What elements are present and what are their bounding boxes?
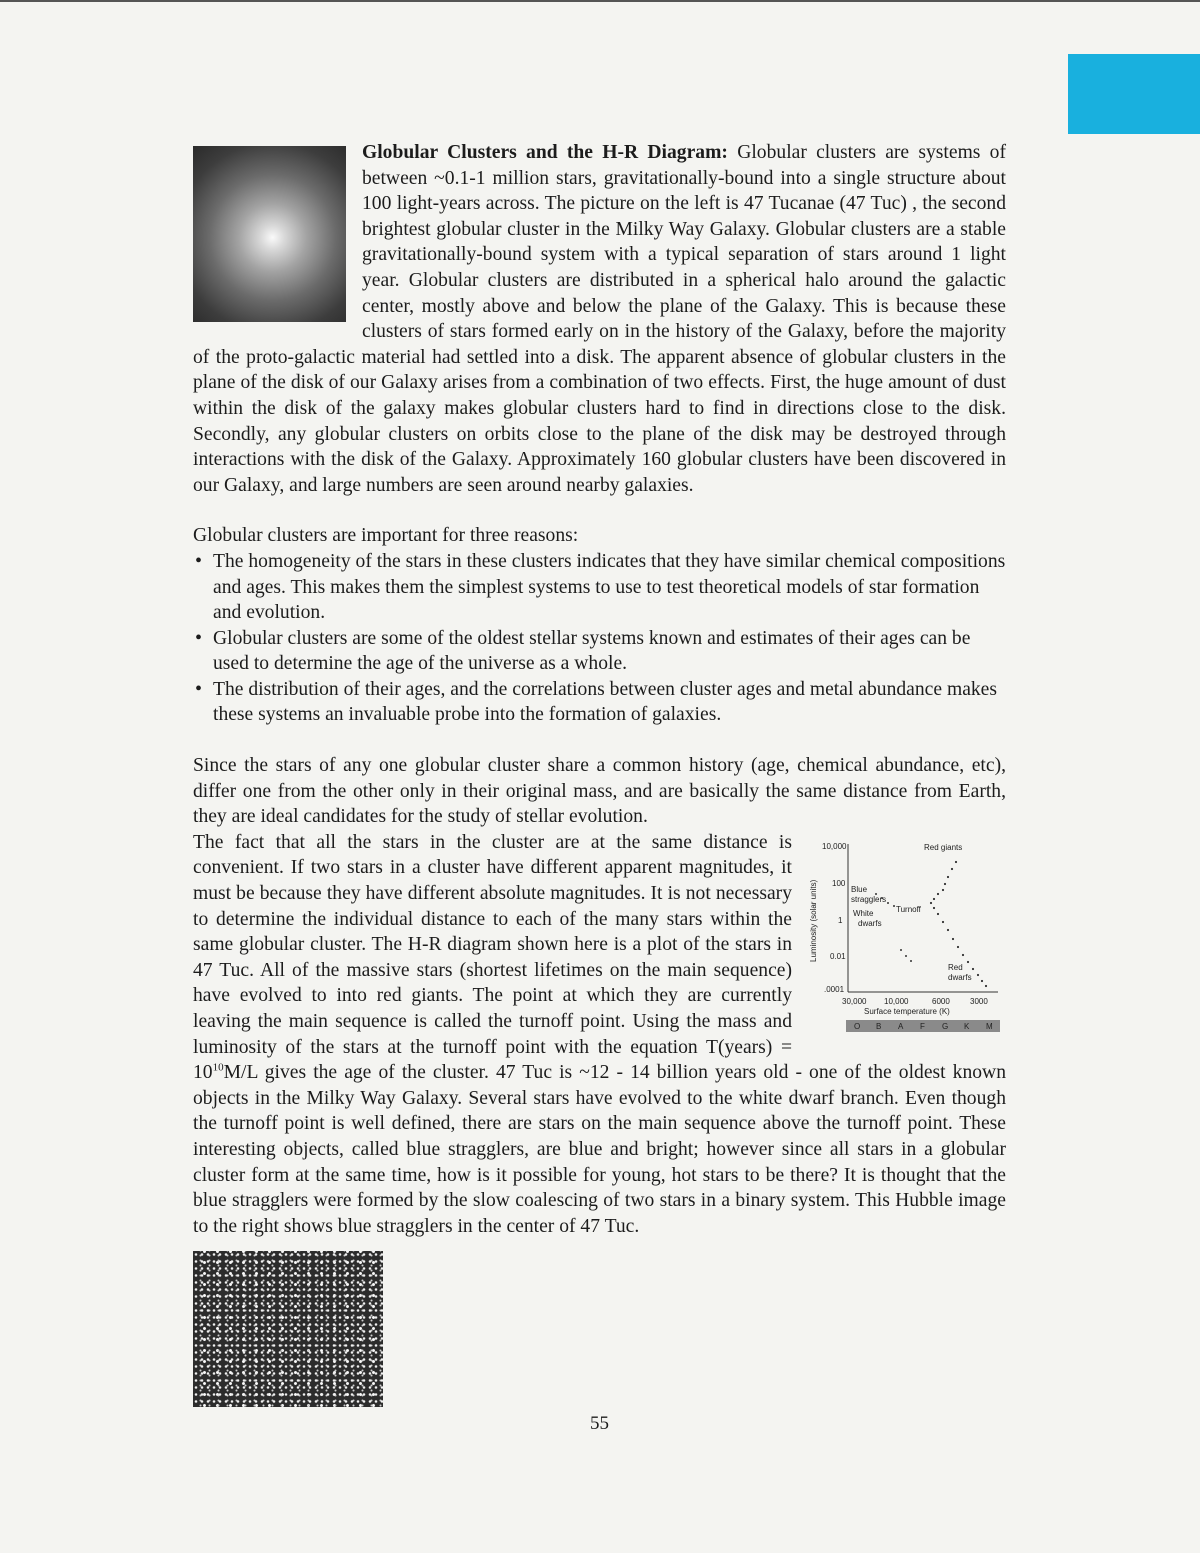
spectral-class-label: A [898, 1021, 904, 1031]
red-giants-label: Red giants [924, 842, 963, 852]
section-title: Globular Clusters and the H-R Diagram: [362, 142, 728, 163]
list-item: • Globular clusters are some of the oldest stellar systems known and estimates of their ages can be used to determine the age of the universe as a whole. [193, 626, 1006, 677]
page-content [193, 140, 1006, 1437]
x-tick-label: 6000 [932, 996, 950, 1006]
reasons-lead: Globular clusters are important for three reasons: [193, 525, 579, 547]
list-item: • The distribution of their ages, and the correlations between cluster ages and metal abundance makes these systems an invaluable probe into the formation of galaxies. [193, 677, 1006, 728]
list-item: • The homogeneity of the stars in these clusters indicates that they have similar chemical compositions and ages. This makes them the simplest systems to use to test theoretical models of star formation and evolution. [193, 549, 1006, 626]
page-edge-tab [1068, 54, 1200, 134]
y-tick-label: 100 [832, 878, 846, 888]
history-paragraph: Since the stars of any one globular cluster share a common history (age, chemical abundance, etc), differ one from the other only in their original mass, and are basically the same distance from Earth, they are ideal candidates for the study of stellar evolution. [193, 755, 1006, 828]
evolution-text-continued: M/L gives the age of the cluster. 47 Tuc is ~12 - 14 billion years old - one of the oldest known objects in the Milky Way Galaxy. Several stars have evolved to the white dwarf branch. Even though the turnoff point is well defined, there are stars on the main sequence above the turnoff point. These interesting objects, called blue stragglers, are blue and bright; however since all stars in a globular cluster form at the same time, how is it possible for young, hot stars to be there? It is thought that the blue stragglers were formed by the slow coalescing of two stars in a binary system. This Hubble image to the right shows blue stragglers in the center of 47 Tuc. [193, 1062, 1006, 1237]
page-number: 55 [590, 1413, 609, 1435]
x-axis-label: Surface temperature (K) [864, 1006, 950, 1016]
hubble-image [193, 1251, 383, 1407]
spectral-class-label: B [876, 1021, 882, 1031]
spectral-class-label: K [964, 1021, 970, 1031]
white-dwarfs-label: White [853, 908, 874, 918]
spectral-class-label: G [942, 1021, 949, 1031]
red-dwarfs-label: dwarfs [948, 972, 972, 982]
spectral-class-label: O [854, 1021, 861, 1031]
intro-text: Globular clusters are systems of between ~0.1-1 million stars, gravitationally-bound into a single structure about 100 light-years across. The picture on the left is 47 Tucanae (47 Tuc) , the second brightest globular cluster in the Milky Way Galaxy. Globular clusters are a stable gravitationally-bound system with a typical separation of stars around 1 light year. Globular clusters are distributed in a spherical halo around the galactic center, mostly above and below the plane of the Galaxy. This is because these clusters of stars formed early on in the history of the Galaxy, before the majority of the proto-galactic material had settled into a disk. The apparent absence of globular clusters in the plane of the disk of our Galaxy arises from a combination of two effects. First, the huge amount of dust within the disk of the galaxy makes globular clusters hard to find in directions close to the disk. Secondly, any globular clusters on orbits close to the plane of the disk may be destroyed through interactions with the disk of the Galaxy. Approximately 160 globular clusters have been discovered in our Galaxy, and large numbers are seen around nearby galaxies. [193, 142, 1007, 496]
top-rule [0, 0, 1200, 2]
hr-diagram [806, 832, 1006, 1044]
y-tick-label: 1 [838, 915, 843, 925]
white-dwarfs-label: dwarfs [858, 918, 882, 928]
exponent: 10 [212, 1061, 224, 1074]
spectral-class-label: F [920, 1021, 925, 1031]
blue-stragglers-label: stragglers [851, 894, 887, 904]
x-tick-label: 10,000 [884, 996, 909, 1006]
y-tick-label: 10,000 [822, 841, 847, 851]
y-tick-label: 0.01 [830, 951, 846, 961]
blue-stragglers-label: Blue [851, 884, 868, 894]
turnoff-label: Turnoff [896, 904, 921, 914]
red-dwarfs-label: Red [948, 962, 963, 972]
reasons-list [193, 549, 1006, 728]
evolution-text: The fact that all the stars in the cluster are at the same distance is convenient. If two stars in a cluster have different apparent magnitudes, it must be because they have different absolute magnitudes. It is not necessary to determine the individual distance to each of the many stars within the same globular cluster. The H-R diagram shown here is a plot of the stars in 47 Tuc. All of the massive stars (shortest lifetimes on the main sequence) have evolved to into red giants. The point at which they are currently leaving the main sequence is called the turnoff point. Using the mass and luminosity of the stars at the turnoff point with the equation T(years) = 10 [193, 831, 792, 1084]
y-tick-label: .0001 [824, 984, 845, 994]
spectral-class-label: M [986, 1021, 993, 1031]
x-tick-label: 3000 [970, 996, 988, 1006]
x-tick-label: 30,000 [842, 996, 867, 1006]
star-points [875, 861, 987, 987]
globular-cluster-image [193, 146, 346, 322]
y-axis-label: Luminosity (solar units) [809, 879, 818, 962]
